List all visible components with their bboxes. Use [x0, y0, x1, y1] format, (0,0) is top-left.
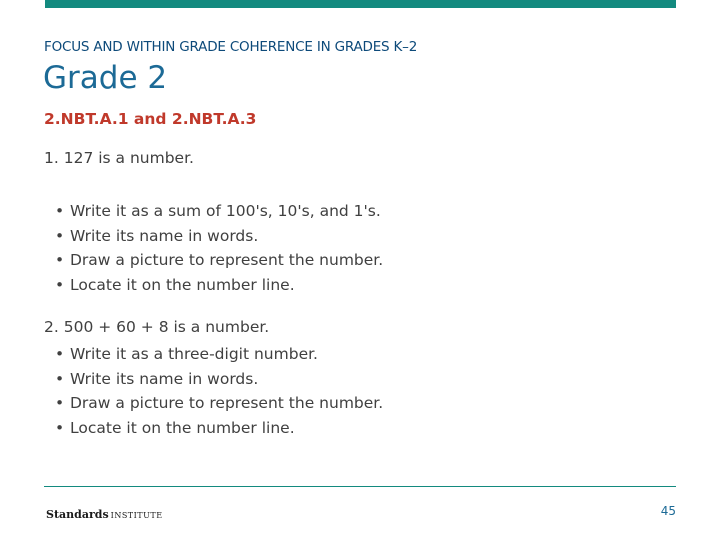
problem-2-prompt: 2. 500 + 60 + 8 is a number. — [44, 318, 270, 336]
task-text: Locate it on the number line. — [70, 275, 295, 294]
task-item — [55, 199, 383, 224]
task-text: Draw a picture to represent the number. — [70, 394, 384, 412]
bullet-icon: • — [55, 275, 65, 294]
problem-1-prompt: 1. 127 is a number. — [44, 149, 194, 167]
page-number: 45 — [660, 504, 676, 518]
standard-code: 2.NBT.A.1 and 2.NBT.A.3 — [44, 110, 257, 128]
task-item — [55, 273, 383, 298]
task-item — [55, 391, 383, 416]
bullet-icon: • — [55, 369, 65, 388]
bullet-icon: • — [55, 345, 65, 363]
logo-wordmark: Standards — [46, 508, 109, 521]
logo-subtext: INSTITUTE — [110, 511, 163, 520]
bullet-icon: • — [55, 202, 65, 220]
section-heading: FOCUS AND WITHIN GRADE COHERENCE IN GRADES K–2 — [44, 39, 418, 55]
task-item — [55, 367, 383, 392]
bullet-icon: • — [55, 226, 65, 245]
slide-title: Grade 2 — [43, 60, 168, 96]
standards-institute-logo — [46, 503, 163, 522]
task-text: Draw a picture to represent the number. — [70, 251, 384, 269]
task-item — [55, 342, 383, 367]
task-item — [55, 416, 383, 441]
task-text: Write it as a sum of 100's, 10's, and 1's. — [70, 202, 381, 220]
problem-1-tasks — [55, 199, 383, 297]
task-text: Locate it on the number line. — [70, 418, 295, 437]
bullet-icon: • — [55, 418, 65, 437]
task-text: Write its name in words. — [70, 369, 259, 388]
bullet-icon: • — [55, 251, 65, 269]
top-accent-bar — [45, 0, 676, 8]
task-item — [55, 224, 383, 249]
task-text: Write its name in words. — [70, 226, 259, 245]
bullet-icon: • — [55, 394, 65, 412]
task-item — [55, 248, 383, 273]
problem-2-tasks — [55, 342, 383, 440]
footer-divider — [44, 486, 676, 487]
task-text: Write it as a three-digit number. — [70, 345, 318, 363]
